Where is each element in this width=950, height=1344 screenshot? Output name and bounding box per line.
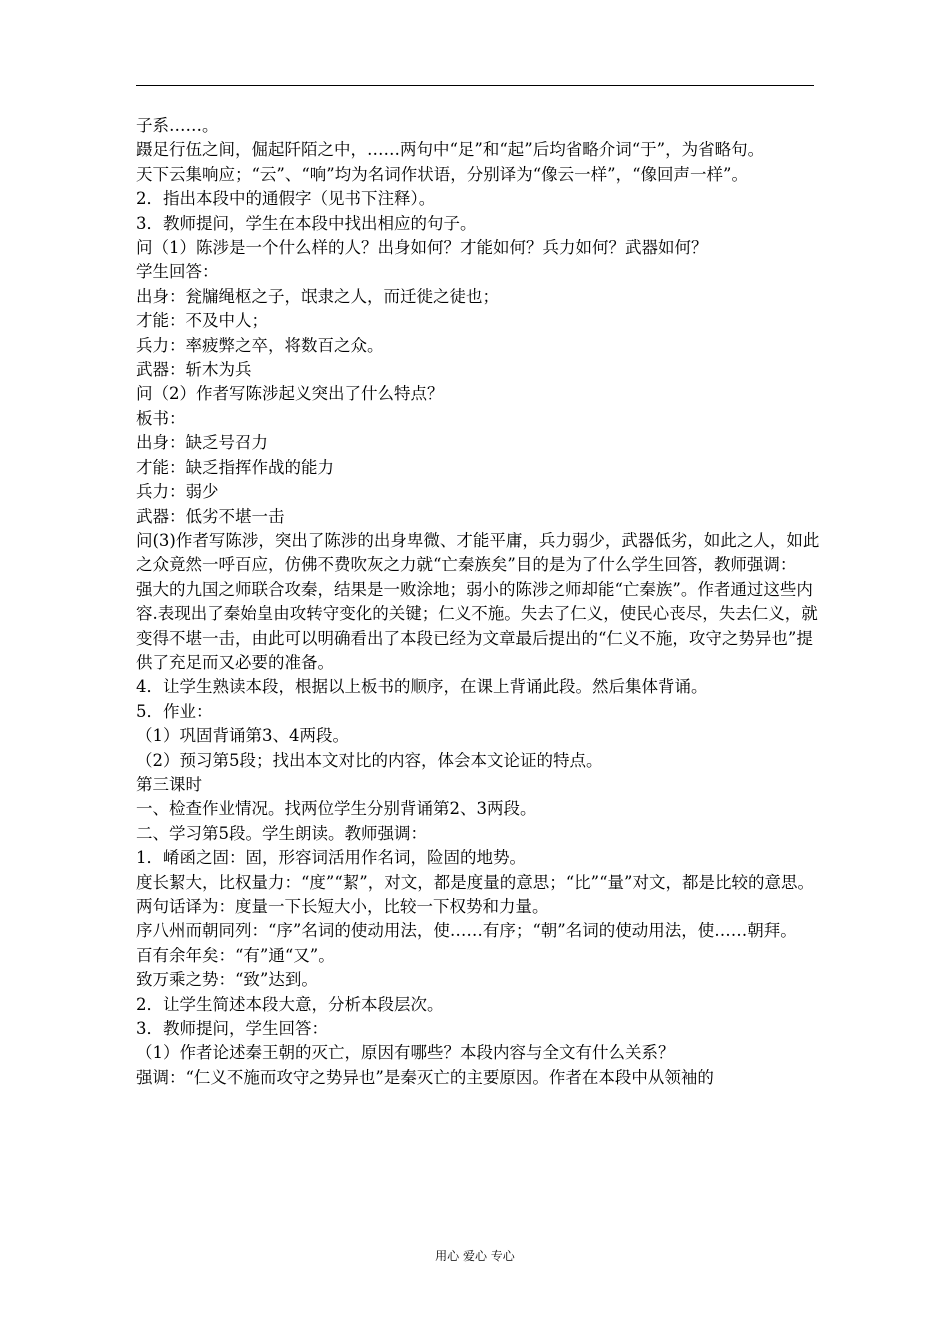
text-line: 百有余年矣：“有”通“又”。 xyxy=(136,945,335,965)
text-line: 天下云集响应；“云”、“响”均为名词作状语，分别译为“像云一样”，“像回声一样”。 xyxy=(136,164,748,184)
text-line: 兵力：率疲弊之卒，将数百之众。 xyxy=(136,335,384,355)
text-line: 问（1）陈涉是一个什么样的人？出身如何？才能如何？兵力如何？武器如何？ xyxy=(136,238,708,258)
text-line: 武器：低劣不堪一击 xyxy=(136,506,285,526)
text-line: 3．教师提问，学生在本段中找出相应的句子。 xyxy=(136,213,477,233)
text-line: 强大的九国之师联合攻秦，结果是一败涂地；弱小的陈涉之师却能“亡秦族”。作者通过这些内容.表现出了秦始皇由攻转守变化的关键；仁义不施。失去了仁义，使民心丧尽，失去仁义，就变得不堪一击，由此可以明确看出了本段已经为文章最后提出的“仁义不施，攻守之势异也”提供了充足而又必要的准备。 xyxy=(136,579,818,672)
text-line: （1）巩固背诵第3、4两段。 xyxy=(136,726,349,746)
text-line: 第三课时 xyxy=(136,774,202,794)
text-line: 武器：斩木为兵 xyxy=(136,360,252,380)
text-line: 2．让学生简述本段大意，分析本段层次。 xyxy=(136,994,444,1014)
body-text xyxy=(136,114,826,1090)
text-line: 5．作业： xyxy=(136,701,213,721)
text-line: 度长絜大，比权量力：“度”“絜”，对文，都是度量的意思；“比”“量”对文，都是比较的意思。两句话译为：度量一下长短大小，比较一下权势和力量。 xyxy=(136,872,814,916)
text-line: 2．指出本段中的通假字（见书下注释）。 xyxy=(136,189,436,209)
text-line: 子系……。 xyxy=(136,116,219,135)
text-line: （1）作者论述秦王朝的灭亡，原因有哪些？本段内容与全文有什么关系？ xyxy=(136,1043,675,1063)
text-line: 一、检查作业情况。找两位学生分别背诵第2、3两段。 xyxy=(136,799,537,819)
text-line: 致万乘之势：“致”达到。 xyxy=(136,970,318,990)
text-line: 兵力：弱少 xyxy=(136,482,219,502)
text-line: 出身：瓮牖绳枢之子，氓隶之人，而迁徙之徒也； xyxy=(136,286,499,306)
text-line: 蹑足行伍之间，倔起阡陌之中，……两句中“足”和“起”后均省略介词“于”，为省略句。 xyxy=(136,140,765,160)
text-line: 3．教师提问，学生回答： xyxy=(136,1019,328,1039)
text-line: 4．让学生熟读本段，根据以上板书的顺序，在课上背诵此段。然后集体背诵。 xyxy=(136,677,708,697)
page-footer: 用心 爱心 专心 xyxy=(435,1249,515,1263)
header-rule xyxy=(136,85,814,86)
text-line: 出身：缺乏号召力 xyxy=(136,433,268,453)
text-line: 才能：不及中人； xyxy=(136,311,268,331)
text-line: 1．崤函之固：固，形容词活用作名词，险固的地势。 xyxy=(136,848,526,868)
text-line: 序八州而朝同列：“序”名词的使动用法，使……有序；“朝”名词的使动用法，使……朝拜。 xyxy=(136,921,797,941)
text-line: 板书： xyxy=(136,408,186,428)
text-line: 强调：“仁义不施而攻守之势异也”是秦灭亡的主要原因。作者在本段中从领袖的 xyxy=(136,1067,714,1087)
text-line: 二、学习第5段。学生朗读。教师强调： xyxy=(136,823,427,843)
text-line: （2）预习第5段；找出本文对比的内容，体会本文论证的特点。 xyxy=(136,750,603,770)
text-line: 问（2）作者写陈涉起义突出了什么特点？ xyxy=(136,384,444,404)
text-line: 才能：缺乏指挥作战的能力 xyxy=(136,457,334,477)
text-line: 问(3)作者写陈涉，突出了陈涉的出身卑微、才能平庸，兵力弱少，武器低劣，如此之人，如此之众竟然一呼百应，仿佛不费吹灰之力就“亡秦族矣”目的是为了什么学生回答，教师强调： xyxy=(136,530,820,575)
text-line: 学生回答： xyxy=(136,262,219,282)
